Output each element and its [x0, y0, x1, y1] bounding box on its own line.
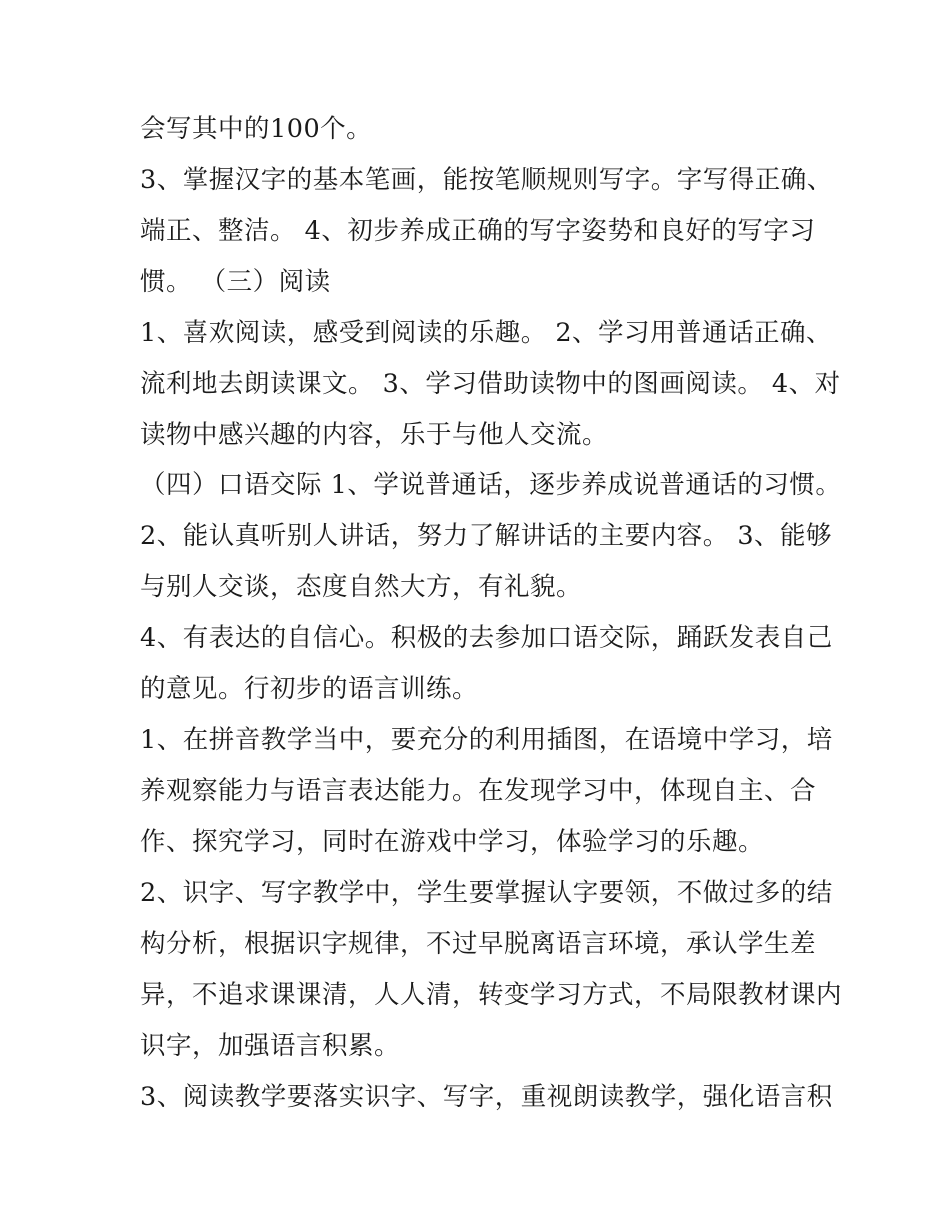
text-line: 2、能认真听别人讲话，努力了解讲话的主要内容。 3、能够	[140, 521, 833, 551]
text-line: 作、探究学习，同时在游戏中学习，体验学习的乐趣。	[140, 827, 765, 857]
text-line: 读物中感兴趣的内容，乐于与他人交流。	[140, 420, 609, 450]
text-line: 3、掌握汉字的基本笔画，能按笔顺规则写字。字写得正确、	[140, 165, 833, 195]
text-line: 流利地去朗读课文。 3、学习借助读物中的图画阅读。 4、对	[140, 369, 841, 399]
text-line: 惯。 （三）阅读	[140, 267, 331, 297]
text-line: 识字，加强语言积累。	[140, 1031, 401, 1061]
text-line: 异，不追求课课清，人人清，转变学习方式，不局限教材课内	[140, 980, 843, 1010]
text-line: 构分析，根据识字规律，不过早脱离语言环境，承认学生差	[140, 929, 817, 959]
text-line: 3、阅读教学要落实识字、写字，重视朗读教学，强化语言积	[140, 1082, 833, 1112]
text-line: 会写其中的100个。	[140, 114, 373, 144]
text-line: 1、喜欢阅读，感受到阅读的乐趣。 2、学习用普通话正确、	[140, 318, 833, 348]
text-line: 1、在拼音教学当中，要充分的利用插图，在语境中学习，培	[140, 725, 833, 755]
text-line: 的意见。行初步的语言训练。	[140, 674, 479, 704]
text-line: 4、有表达的自信心。积极的去参加口语交际，踊跃发表自己	[140, 623, 833, 653]
text-line: 端正、整洁。 4、初步养成正确的写字姿势和良好的写字习	[140, 216, 816, 246]
text-line: 2、识字、写字教学中，学生要掌握认字要领，不做过多的结	[140, 878, 833, 908]
text-line: （四）口语交际 1、学说普通话，逐步养成说普通话的习惯。	[140, 470, 842, 500]
text-line: 与别人交谈，态度自然大方，有礼貌。	[140, 572, 583, 602]
text-line: 养观察能力与语言表达能力。在发现学习中，体现自主、合	[140, 776, 817, 806]
